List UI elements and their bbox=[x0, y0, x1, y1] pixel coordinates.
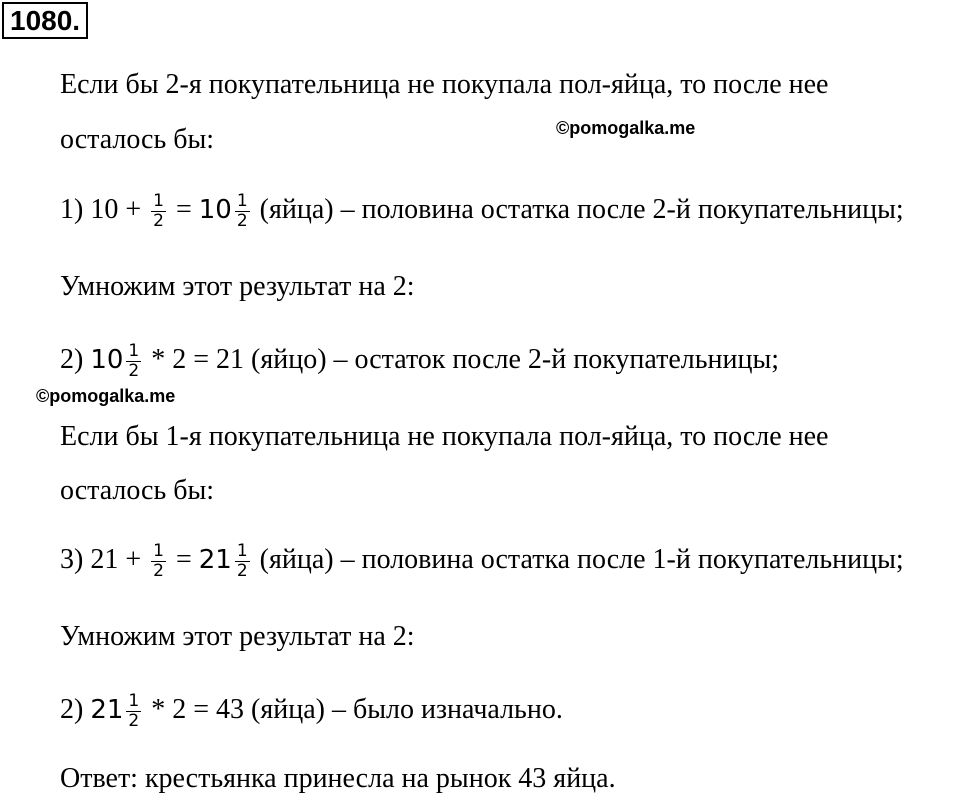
mixed-fraction bbox=[126, 342, 141, 381]
text-line-6: Если бы 1-я покупательница не покупала пол-яйца, то после нее bbox=[60, 421, 829, 452]
watermark-top: ©pomogalka.me bbox=[556, 118, 696, 138]
text-line-4: Умножим этот результат на 2: bbox=[60, 271, 415, 302]
equals-sign: = bbox=[168, 193, 199, 225]
equals-sign: = bbox=[168, 543, 199, 575]
fraction-numerator: 1 bbox=[128, 691, 140, 711]
step-1-prefix: 1) 10 + bbox=[60, 193, 149, 225]
mixed-fraction bbox=[235, 192, 250, 231]
step-3-prefix: 3) 21 + bbox=[60, 543, 149, 575]
fraction-denominator: 2 bbox=[128, 361, 140, 381]
step-4 bbox=[60, 692, 563, 731]
fraction-numerator: 1 bbox=[236, 191, 248, 211]
text-line-1: Если бы 2-я покупательница не покупала пол-яйца, то после нее bbox=[60, 69, 829, 100]
step-3 bbox=[60, 542, 904, 581]
fraction-denominator: 2 bbox=[153, 211, 164, 231]
step-2-prefix: 2) bbox=[60, 343, 91, 375]
mixed-fraction bbox=[126, 692, 141, 731]
text-line-2: осталось бы: bbox=[60, 124, 215, 155]
mixed-fraction bbox=[235, 542, 250, 581]
fraction-denominator: 2 bbox=[236, 561, 248, 581]
fraction-half bbox=[151, 542, 166, 581]
fraction-numerator: 1 bbox=[153, 191, 164, 211]
text-line-7: осталось бы: bbox=[60, 475, 215, 506]
fraction-numerator: 1 bbox=[153, 541, 164, 561]
fraction-denominator: 2 bbox=[128, 711, 140, 731]
mixed-whole: 10 bbox=[90, 344, 124, 375]
mixed-whole: 10 bbox=[198, 194, 232, 225]
step-2 bbox=[60, 342, 779, 381]
fraction-numerator: 1 bbox=[128, 341, 140, 361]
mixed-whole: 21 bbox=[198, 544, 232, 575]
step-4-prefix: 2) bbox=[60, 693, 91, 725]
answer-line: Ответ: крестьянка принесла на рынок 43 яйца. bbox=[60, 763, 616, 794]
fraction-half bbox=[151, 192, 166, 231]
problem-number: 1080. bbox=[2, 2, 88, 39]
fraction-numerator: 1 bbox=[236, 541, 248, 561]
fraction-denominator: 2 bbox=[236, 211, 248, 231]
step-3-text: (яйца) – половина остатка после 1-й покупательницы; bbox=[252, 543, 904, 575]
step-2-text: * 2 = 21 (яйцо) – остаток после 2-й покупательницы; bbox=[144, 343, 780, 375]
text-line-9: Умножим этот результат на 2: bbox=[60, 621, 415, 652]
fraction-denominator: 2 bbox=[153, 561, 164, 581]
mixed-whole: 21 bbox=[90, 694, 124, 725]
step-1-text: (яйца) – половина остатка после 2-й покупательницы; bbox=[252, 193, 904, 225]
watermark-left: ©pomogalka.me bbox=[36, 386, 176, 406]
step-4-text: * 2 = 43 (яйца) – было изначально. bbox=[144, 693, 563, 725]
step-1 bbox=[60, 192, 904, 231]
